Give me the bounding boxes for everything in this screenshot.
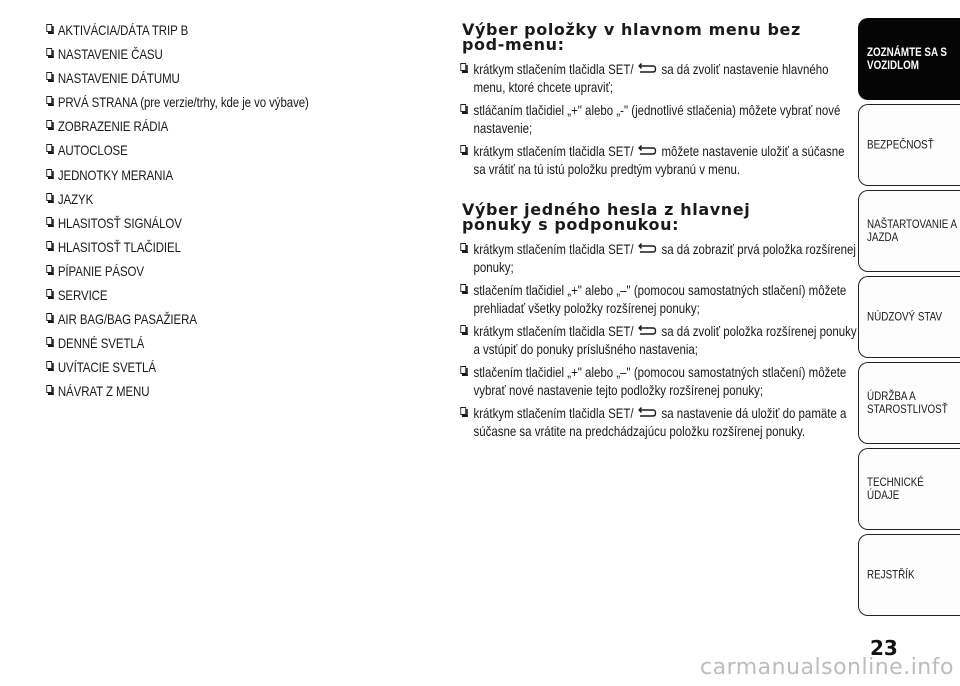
bullet-box-icon (48, 387, 54, 395)
list-item: NASTAVENIE DÁTUMU (48, 66, 360, 90)
instruction-item: krátkym stlačením tlačidla SET/ sa nastavenie dá uložiť do pamäte a súčasne sa vrátite na predchádzajúcu položku rozšírenej ponuky. (462, 404, 859, 440)
tab-label: REJSTŘÍK (867, 567, 915, 582)
bullet-box-icon (48, 195, 54, 203)
instruction-item: krátkym stlačením tlačidla SET/ sa dá zobraziť prvá položka rozšírenej ponuky; (462, 240, 859, 276)
bullet-box-icon (48, 267, 54, 275)
instruction-item: stlačením tlačidiel „+" alebo „–" (pomocou samostatných stlačení) môžete vybrať nové nastavenie tejto podložky rozšírenej ponuky; (462, 363, 859, 399)
bullet-box-icon (48, 171, 54, 179)
return-arrow-icon (637, 325, 658, 337)
bullet-box-icon (48, 74, 54, 82)
bullet-box-icon (48, 363, 54, 371)
bullet-box-icon (462, 147, 468, 155)
bullet-box-icon (48, 26, 54, 34)
bullet-box-icon (462, 327, 468, 335)
tab-zoznamte-sa-s-vozidlom[interactable] (858, 18, 960, 100)
list-item: AUTOCLOSE (48, 138, 360, 162)
instruction-item: krátkym stlačením tlačidla SET/ sa dá zvoliť nastavenie hlavného menu, ktoré chcete upraviť; (462, 60, 859, 96)
bullet-box-icon (48, 339, 54, 347)
page-number: 23 (870, 636, 898, 660)
instruction-item: stlačením tlačidiel „+" alebo „–" (pomocou samostatných stlačení) môžete prehliadať všetky položky rozšírenej ponuky; (462, 281, 859, 317)
bullet-box-icon (462, 65, 468, 73)
list-item: PÍPANIE PÁSOV (48, 259, 360, 283)
list-item: AIR BAG/BAG PASAŽIERA (48, 307, 360, 331)
tab-label: ZOZNÁMTE SA S VOZIDLOM (867, 45, 948, 72)
tab-nudzovy-stav[interactable] (858, 276, 960, 358)
list-item: NASTAVENIE ČASU (48, 42, 360, 66)
instruction-item: stláčaním tlačidiel „+" alebo „-" (jednotlivé stlačenia) môžete vybrať nové nastavenie; (462, 101, 859, 137)
return-arrow-icon (637, 145, 658, 157)
section-heading: Výber jedného hesla z hlavnej ponuky s podponukou: (462, 200, 751, 234)
watermark: carmanualsonline.info (700, 655, 954, 680)
bullet-box-icon (462, 106, 468, 114)
tab-udrzba-a-starostlivost[interactable] (858, 362, 960, 444)
bullet-box-icon (462, 409, 468, 417)
bullet-box-icon (48, 122, 54, 130)
list-item: NÁVRAT Z MENU (48, 379, 360, 403)
tab-bezpecnost[interactable] (858, 104, 960, 186)
list-item: HLASITOSŤ SIGNÁLOV (48, 211, 360, 235)
bullet-box-icon (48, 315, 54, 323)
bullet-box-icon (462, 286, 468, 294)
return-arrow-icon (637, 407, 658, 419)
section-heading: Výber položky v hlavnom menu bez pod-menu: (462, 20, 801, 54)
chapter-tabs (858, 18, 960, 620)
tab-label: NAŠTARTOVANIE A JAZDA (867, 217, 957, 244)
bullet-box-icon (48, 98, 54, 106)
instruction-item: krátkym stlačením tlačidla SET/ sa dá zvoliť položka rozšírenej ponuky a vstúpiť do ponuky príslušného nastavenia; (462, 322, 859, 358)
list-item: JEDNOTKY MERANIA (48, 163, 360, 187)
tab-technicke-udaje[interactable] (858, 448, 960, 530)
bullet-box-icon (48, 146, 54, 154)
return-arrow-icon (637, 243, 658, 255)
instruction-item: krátkym stlačením tlačidla SET/ môžete nastavenie uložiť a súčasne sa vrátiť na tú istú položku predtým vybranú v menu. (462, 142, 859, 178)
bullet-box-icon (462, 245, 468, 253)
bullet-box-icon (48, 219, 54, 227)
tab-rejstrik[interactable] (858, 534, 960, 616)
list-item: HLASITOSŤ TLAČIDIEL (48, 235, 360, 259)
list-item: AKTIVÁCIA/DÁTA TRIP B (48, 18, 360, 42)
tab-nastartovanie-a-jazda[interactable] (858, 190, 960, 272)
list-item: DENNÉ SVETLÁ (48, 331, 360, 355)
tab-label: NÚDZOVÝ STAV (867, 309, 943, 324)
tab-label: ÚDRŽBA A STAROSTLIVOSŤ (867, 389, 948, 416)
list-item: JAZYK (48, 187, 360, 211)
tab-label: BEZPEČNOSŤ (867, 137, 934, 152)
bullet-box-icon (48, 291, 54, 299)
list-item: UVÍTACIE SVETLÁ (48, 355, 360, 379)
bullet-box-icon (48, 50, 54, 58)
list-item: SERVICE (48, 283, 360, 307)
bullet-box-icon (462, 368, 468, 376)
bullet-box-icon (48, 243, 54, 251)
list-item: PRVÁ STRANA (pre verzie/trhy, kde je vo výbave) (48, 90, 360, 114)
return-arrow-icon (637, 63, 658, 75)
list-item: ZOBRAZENIE RÁDIA (48, 114, 360, 138)
instructions-column (462, 20, 857, 445)
tab-label: TECHNICKÉ ÚDAJE (867, 475, 924, 502)
settings-list (48, 18, 428, 404)
